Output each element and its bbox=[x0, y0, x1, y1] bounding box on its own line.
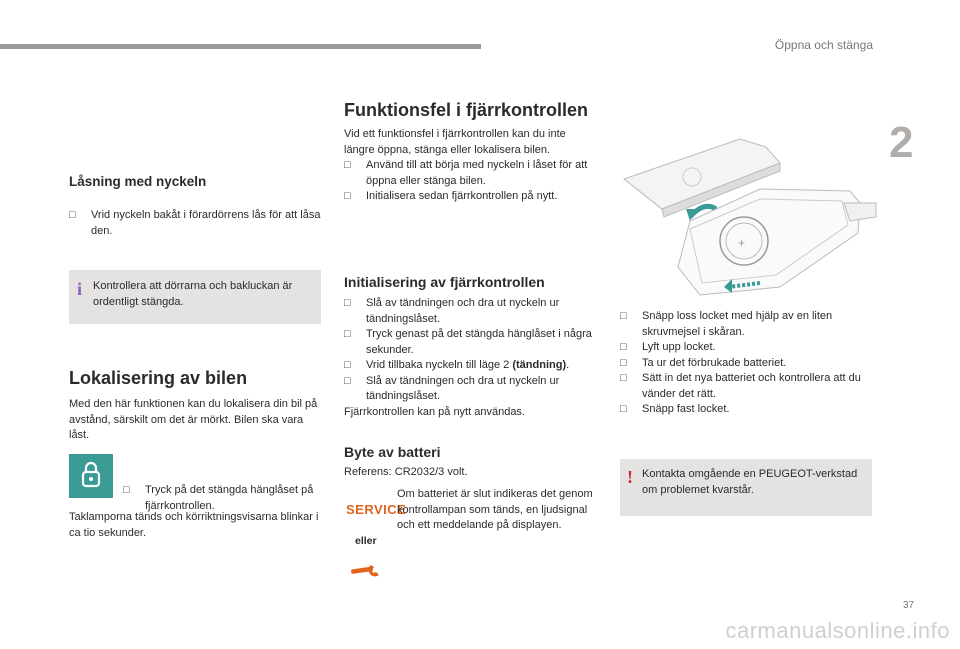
locate-footer: Taklamporna tänds och körriktningsvisarna blinkar i ca tio sekunder. bbox=[69, 511, 319, 539]
info-icon: i bbox=[77, 279, 83, 299]
battery-reference: Referens: CR2032/3 volt. bbox=[344, 466, 468, 478]
init-bullet: □ Tryck genast på det stängda hänglåset i några sekunder. bbox=[344, 328, 592, 356]
checkbox-bullet-icon: □ bbox=[620, 310, 627, 322]
locate-intro: Med den här funktionen kan du lokalisera din bil på avstånd, särskilt om det är mörkt. Bilen ska vara låst. bbox=[69, 398, 318, 441]
checkbox-bullet-icon: □ bbox=[123, 484, 130, 496]
wrench-icon bbox=[347, 561, 383, 579]
battery-title: Byte av batteri bbox=[344, 444, 441, 460]
init-footer: Fjärrkontrollen kan på nytt användas. bbox=[344, 405, 525, 418]
malfunction-title: Funktionsfel i fjärrkontrollen bbox=[344, 100, 589, 120]
warning-note-text: Kontakta omgående en PEUGEOT-verkstad om problemet kvarstår. bbox=[642, 468, 858, 496]
locking-key-title: Låsning med nyckeln bbox=[69, 174, 207, 189]
battery-step: □ Snäpp fast locket. bbox=[620, 402, 872, 418]
checkbox-bullet-icon: □ bbox=[344, 328, 351, 340]
service-icon: SERVICE bbox=[346, 502, 407, 517]
battery-step: □ Ta ur det förbrukade batteriet. bbox=[620, 356, 872, 372]
key-fob-diagram bbox=[620, 137, 880, 305]
init-bullet: □ Vrid tillbaka nyckeln till läge 2 (tändning). bbox=[344, 358, 594, 374]
checkbox-bullet-icon: □ bbox=[69, 209, 76, 221]
checkbox-bullet-icon: □ bbox=[620, 403, 627, 415]
init-bullet: □ Slå av tändningen och dra ut nyckeln ur tändningslåset. bbox=[344, 297, 560, 325]
svg-text:+: + bbox=[738, 236, 746, 250]
warning-note bbox=[620, 459, 872, 516]
checkbox-bullet-icon: □ bbox=[344, 297, 351, 309]
info-note-text: Kontrollera att dörrarna och bakluckan är ordentligt stängda. bbox=[93, 280, 293, 308]
battery-steps bbox=[620, 309, 872, 418]
checkbox-bullet-icon: □ bbox=[344, 359, 351, 371]
battery-description: Om batteriet är slut indikeras det genom kontrollampan som tänds, en ljudsignal och ett meddelande på displayen. bbox=[397, 488, 593, 531]
checkbox-bullet-icon: □ bbox=[344, 374, 351, 387]
checkbox-bullet-icon: □ bbox=[620, 356, 627, 369]
battery-step: □ Lyft upp locket. bbox=[620, 340, 872, 356]
locate-title: Lokalisering av bilen bbox=[69, 368, 248, 388]
warning-icon: ! bbox=[627, 467, 633, 487]
chapter-number: 2 bbox=[889, 118, 914, 167]
malfunction-bullets bbox=[344, 158, 596, 205]
padlock-icon bbox=[69, 454, 113, 498]
init-bullets bbox=[344, 296, 594, 420]
checkbox-bullet-icon: □ bbox=[344, 159, 351, 171]
locking-key-bullet-text: Vrid nyckeln bakåt i förardörrens lås för att låsa den. bbox=[91, 209, 321, 237]
checkbox-bullet-icon: □ bbox=[620, 341, 627, 353]
malfunction-bullet: □ Använd till att börja med nyckeln i låset för att öppna eller stänga bilen. bbox=[344, 159, 588, 187]
init-bullet: □ Slå av tändningen och dra ut nyckeln ur tändningslåset. bbox=[344, 374, 560, 402]
checkbox-bullet-icon: □ bbox=[344, 190, 351, 202]
checkbox-bullet-icon: □ bbox=[620, 372, 627, 384]
init-title: Initialisering av fjärrkontrollen bbox=[344, 274, 545, 290]
page-number: 37 bbox=[903, 600, 915, 611]
malfunction-bullet: □ Initialisera sedan fjärrkontrollen på nytt. bbox=[344, 189, 596, 205]
battery-step: □ Snäpp loss locket med hjälp av en liten skruvmejsel i skåran. bbox=[620, 310, 833, 338]
header-bar bbox=[0, 44, 481, 49]
or-label: eller bbox=[355, 535, 377, 547]
locate-bullet-text: Tryck på det stängda hänglåset på fjärrkontrollen. bbox=[145, 484, 314, 512]
battery-step: □ Sätt in det nya batteriet och kontrollera att du vänder det rätt. bbox=[620, 372, 861, 400]
info-note bbox=[69, 270, 321, 324]
section-title: Öppna och stänga bbox=[774, 38, 873, 52]
watermark: carmanualsonline.info bbox=[725, 618, 950, 643]
malfunction-intro: Vid ett funktionsfel i fjärrkontrollen kan du inte längre öppna, stänga eller lokalisera bilen. bbox=[344, 128, 566, 156]
locking-key-bullet bbox=[69, 208, 343, 239]
